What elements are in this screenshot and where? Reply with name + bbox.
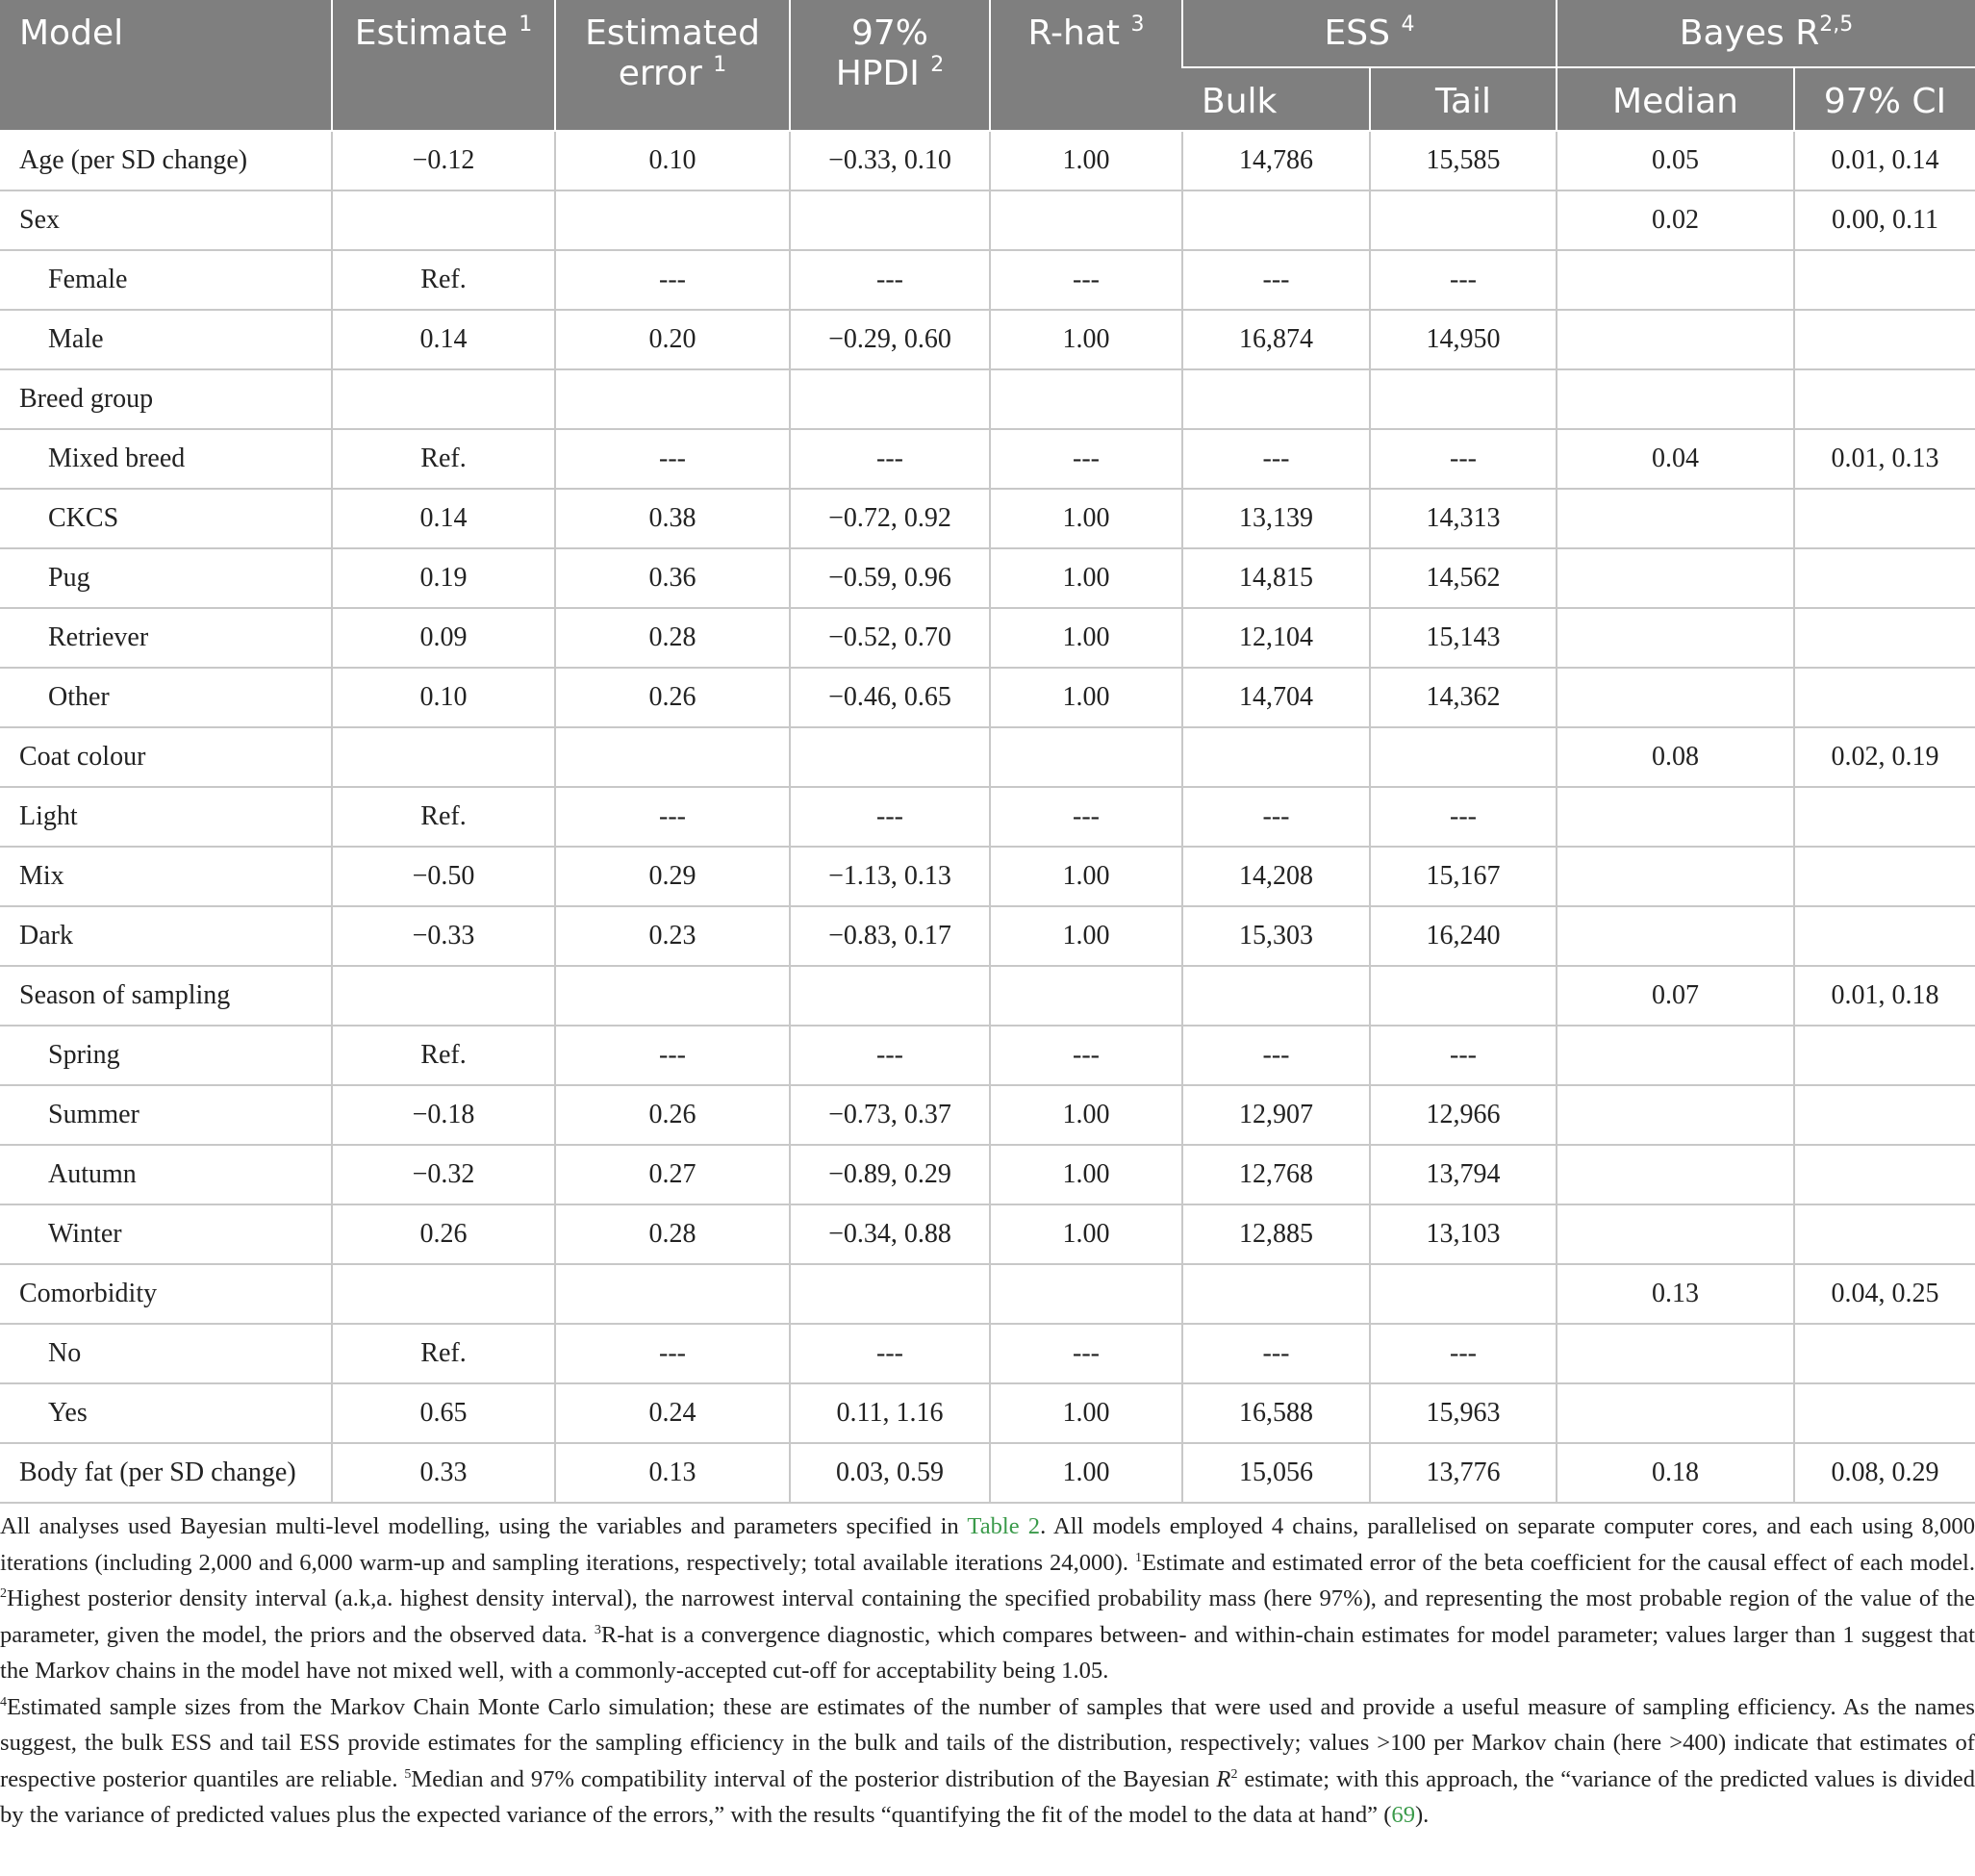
table-row <box>0 369 1975 429</box>
row-label: Coat colour <box>0 727 332 787</box>
cell-median <box>1557 1383 1794 1443</box>
cell-median <box>1557 608 1794 668</box>
cell-error: 0.26 <box>555 668 790 727</box>
cell-error <box>555 966 790 1026</box>
row-label: Other <box>0 668 332 727</box>
cell-error <box>555 1264 790 1324</box>
table-2-link[interactable]: Table 2 <box>967 1513 1041 1539</box>
cell-tail: 13,776 <box>1370 1443 1557 1503</box>
row-label: Mix <box>0 847 332 906</box>
cell-estimate <box>332 1264 555 1324</box>
cell-hpdi: −0.46, 0.65 <box>790 668 990 727</box>
cell-rhat: 1.00 <box>990 1145 1182 1204</box>
cell-error: --- <box>555 429 790 489</box>
cell-error: 0.26 <box>555 1085 790 1145</box>
cell-bulk: 14,704 <box>1182 668 1370 727</box>
cell-bulk: --- <box>1182 787 1370 847</box>
cell-median: 0.18 <box>1557 1443 1794 1503</box>
row-label: Male <box>0 310 332 369</box>
table-row <box>0 310 1975 369</box>
cell-estimate: Ref. <box>332 1026 555 1085</box>
cell-estimate: Ref. <box>332 1324 555 1383</box>
cell-hpdi <box>790 190 990 250</box>
row-label: Autumn <box>0 1145 332 1204</box>
cell-bulk <box>1182 966 1370 1026</box>
table-row <box>0 668 1975 727</box>
cell-median <box>1557 250 1794 310</box>
cell-error <box>555 190 790 250</box>
cell-hpdi: −0.59, 0.96 <box>790 548 990 608</box>
cell-ci <box>1794 787 1975 847</box>
cell-hpdi: --- <box>790 429 990 489</box>
cell-rhat: 1.00 <box>990 489 1182 548</box>
header-ci: 97% CI <box>1794 67 1975 131</box>
cell-ci <box>1794 489 1975 548</box>
cell-rhat: 1.00 <box>990 847 1182 906</box>
cell-error: 0.20 <box>555 310 790 369</box>
cell-ci: 0.02, 0.19 <box>1794 727 1975 787</box>
row-label: Pug <box>0 548 332 608</box>
cell-median <box>1557 1324 1794 1383</box>
cell-bulk <box>1182 190 1370 250</box>
table-row <box>0 489 1975 548</box>
cell-error: 0.28 <box>555 1204 790 1264</box>
table-row <box>0 1085 1975 1145</box>
cell-ci <box>1794 369 1975 429</box>
cell-ci: 0.01, 0.18 <box>1794 966 1975 1026</box>
cell-ci <box>1794 608 1975 668</box>
cell-bulk: 16,874 <box>1182 310 1370 369</box>
row-label: Dark <box>0 906 332 966</box>
cell-tail: 14,362 <box>1370 668 1557 727</box>
cell-tail <box>1370 190 1557 250</box>
table-row <box>0 906 1975 966</box>
row-label: Spring <box>0 1026 332 1085</box>
row-label: Breed group <box>0 369 332 429</box>
cell-tail: 14,313 <box>1370 489 1557 548</box>
cell-ci: 0.08, 0.29 <box>1794 1443 1975 1503</box>
cell-tail: --- <box>1370 1324 1557 1383</box>
cell-error: 0.13 <box>555 1443 790 1503</box>
row-label: Body fat (per SD change) <box>0 1443 332 1503</box>
cell-median: 0.08 <box>1557 727 1794 787</box>
cell-error <box>555 727 790 787</box>
cell-rhat: 1.00 <box>990 131 1182 190</box>
cell-bulk: --- <box>1182 1026 1370 1085</box>
cell-median <box>1557 906 1794 966</box>
cell-rhat: 1.00 <box>990 906 1182 966</box>
row-label: No <box>0 1324 332 1383</box>
cell-hpdi: --- <box>790 250 990 310</box>
cell-estimate: −0.33 <box>332 906 555 966</box>
cell-bulk: 15,056 <box>1182 1443 1370 1503</box>
table-row <box>0 608 1975 668</box>
row-label: Summer <box>0 1085 332 1145</box>
cell-rhat: --- <box>990 1026 1182 1085</box>
cell-hpdi: −0.33, 0.10 <box>790 131 990 190</box>
cell-tail: 16,240 <box>1370 906 1557 966</box>
cell-bulk: --- <box>1182 250 1370 310</box>
cell-bulk: 14,786 <box>1182 131 1370 190</box>
cell-tail: 14,562 <box>1370 548 1557 608</box>
cell-bulk: 12,768 <box>1182 1145 1370 1204</box>
cell-hpdi <box>790 727 990 787</box>
cell-bulk: 14,815 <box>1182 548 1370 608</box>
cell-rhat: 1.00 <box>990 1443 1182 1503</box>
table-row <box>0 1383 1975 1443</box>
cell-rhat: 1.00 <box>990 608 1182 668</box>
cell-ci <box>1794 668 1975 727</box>
cell-hpdi: −0.73, 0.37 <box>790 1085 990 1145</box>
cell-hpdi: −0.52, 0.70 <box>790 608 990 668</box>
cell-median <box>1557 1204 1794 1264</box>
cell-median: 0.04 <box>1557 429 1794 489</box>
cell-estimate <box>332 190 555 250</box>
cell-tail: 14,950 <box>1370 310 1557 369</box>
table-row <box>0 1204 1975 1264</box>
cell-median <box>1557 548 1794 608</box>
cell-estimate: 0.65 <box>332 1383 555 1443</box>
cell-hpdi: −0.72, 0.92 <box>790 489 990 548</box>
cell-ci <box>1794 1383 1975 1443</box>
cell-hpdi: 0.03, 0.59 <box>790 1443 990 1503</box>
cell-rhat <box>990 966 1182 1026</box>
header-ess: ESS $^4$ <box>1182 0 1557 67</box>
table-footnote: All analyses used Bayesian multi-level modelling, using the variables and parameters specified in Table 2. All models employed 4 chains, parallelised on separate computer cores, and each using 8,000 iterations (including 2,000 and 6,000 warm-up and sampling iterations, respectively; total available iterations 24,000). $^1$Estimate and estimated error of the beta coefficient for the causal effect of each model. $^2$Highest posterior density interval (a.k,a. highest density interval), the narrowest interval containing the specified probability mass (here 97%), and representing the most probable region of the value of the parameter, given the model, the priors and the observed data. $^3$R-hat is a convergence diagnostic, which compares between- and within-chain estimates for model parameter; values larger than 1 suggest that the Markov chains in the model have not mixed well, with a commonly-accepted cut-off for acceptability being 1.05. $^4$Estimated sample sizes from the Markov Chain Monte Carlo simulation; these are estimates of the number of samples that were used and provide a useful measure of sampling efficiency. As the names suggest, the bulk ESS and tail ESS provide estimates for the sampling efficiency in the bulk and tails of the distribution, respectively; values >100 per Markov chain (here >400) indicate that estimates of respective posterior quantiles are reliable. $^5$Median and 97% compatibility interval of the posterior distribution of the Bayesian $R^2$ estimate; with this approach, the “variance of the predicted values is divided by the variance of predicted values plus the expected variance of the errors,” with the results “quantifying the fit of the model to the data at hand” (69). <box>0 1513 1975 1828</box>
cell-rhat: 1.00 <box>990 668 1182 727</box>
cell-ci: 0.00, 0.11 <box>1794 190 1975 250</box>
cell-estimate <box>332 369 555 429</box>
cell-ci <box>1794 548 1975 608</box>
cell-ci <box>1794 250 1975 310</box>
cell-error: 0.28 <box>555 608 790 668</box>
cell-rhat: 1.00 <box>990 1204 1182 1264</box>
cell-rhat: --- <box>990 429 1182 489</box>
cell-error: --- <box>555 250 790 310</box>
cell-rhat: --- <box>990 1324 1182 1383</box>
cell-hpdi: −0.34, 0.88 <box>790 1204 990 1264</box>
cell-median <box>1557 1145 1794 1204</box>
cell-hpdi: −0.29, 0.60 <box>790 310 990 369</box>
cell-median <box>1557 1026 1794 1085</box>
cell-hpdi: −0.89, 0.29 <box>790 1145 990 1204</box>
cell-bulk <box>1182 369 1370 429</box>
cell-estimate: 0.19 <box>332 548 555 608</box>
cell-tail: --- <box>1370 250 1557 310</box>
header-estimated-error: Estimated error $^1$ <box>555 0 790 131</box>
cell-estimate: 0.09 <box>332 608 555 668</box>
header-bulk: Bulk <box>1182 67 1370 131</box>
cell-tail: --- <box>1370 1026 1557 1085</box>
cell-tail: 15,167 <box>1370 847 1557 906</box>
cell-hpdi: --- <box>790 1324 990 1383</box>
cell-median <box>1557 1085 1794 1145</box>
cell-bulk <box>1182 727 1370 787</box>
row-label: Winter <box>0 1204 332 1264</box>
cell-rhat: --- <box>990 250 1182 310</box>
cell-ci <box>1794 1085 1975 1145</box>
cell-hpdi <box>790 966 990 1026</box>
header-rhat: R-hat $^3$ <box>990 0 1182 131</box>
cell-rhat: 1.00 <box>990 310 1182 369</box>
table-row <box>0 190 1975 250</box>
cell-estimate: Ref. <box>332 250 555 310</box>
header-estimate: Estimate $^1$ <box>332 0 555 131</box>
cell-tail: 12,966 <box>1370 1085 1557 1145</box>
row-label: Mixed breed <box>0 429 332 489</box>
cell-estimate: 0.14 <box>332 310 555 369</box>
table-row <box>0 1324 1975 1383</box>
cell-median <box>1557 847 1794 906</box>
cell-rhat <box>990 369 1182 429</box>
cell-bulk: 14,208 <box>1182 847 1370 906</box>
cell-median <box>1557 489 1794 548</box>
row-label: Age (per SD change) <box>0 131 332 190</box>
cell-median: 0.07 <box>1557 966 1794 1026</box>
cell-bulk: 12,907 <box>1182 1085 1370 1145</box>
cell-estimate: −0.12 <box>332 131 555 190</box>
cell-ci <box>1794 1204 1975 1264</box>
cell-ci <box>1794 310 1975 369</box>
cell-ci <box>1794 906 1975 966</box>
cell-hpdi: −1.13, 0.13 <box>790 847 990 906</box>
cell-estimate: −0.32 <box>332 1145 555 1204</box>
row-label: Season of sampling <box>0 966 332 1026</box>
cell-tail: --- <box>1370 787 1557 847</box>
table-row <box>0 131 1975 190</box>
table-row <box>0 429 1975 489</box>
cell-ci <box>1794 1324 1975 1383</box>
table-row <box>0 1443 1975 1503</box>
cell-bulk: 12,104 <box>1182 608 1370 668</box>
header-tail: Tail <box>1370 67 1557 131</box>
cell-hpdi <box>790 369 990 429</box>
table-row <box>0 548 1975 608</box>
cell-error: 0.23 <box>555 906 790 966</box>
cell-error: --- <box>555 787 790 847</box>
table-row <box>0 1026 1975 1085</box>
cell-error <box>555 369 790 429</box>
cell-hpdi <box>790 1264 990 1324</box>
table-row <box>0 250 1975 310</box>
cell-estimate: 0.10 <box>332 668 555 727</box>
cell-tail <box>1370 966 1557 1026</box>
cell-rhat <box>990 1264 1182 1324</box>
header-bayes-r2: Bayes R$^{2,5}$ <box>1557 0 1975 67</box>
row-label: Yes <box>0 1383 332 1443</box>
cell-estimate: −0.18 <box>332 1085 555 1145</box>
cell-rhat: --- <box>990 787 1182 847</box>
cell-hpdi: --- <box>790 787 990 847</box>
cell-tail: 13,794 <box>1370 1145 1557 1204</box>
cell-hpdi: 0.11, 1.16 <box>790 1383 990 1443</box>
cell-error: 0.27 <box>555 1145 790 1204</box>
cell-error: 0.10 <box>555 131 790 190</box>
cell-hpdi: --- <box>790 1026 990 1085</box>
cell-median <box>1557 787 1794 847</box>
cell-ci: 0.01, 0.13 <box>1794 429 1975 489</box>
reference-69-link[interactable]: 69 <box>1391 1802 1415 1828</box>
cell-tail: 15,143 <box>1370 608 1557 668</box>
cell-rhat <box>990 727 1182 787</box>
table-row <box>0 847 1975 906</box>
cell-ci <box>1794 1026 1975 1085</box>
cell-median: 0.02 <box>1557 190 1794 250</box>
row-label: Comorbidity <box>0 1264 332 1324</box>
cell-bulk: 16,588 <box>1182 1383 1370 1443</box>
cell-bulk: 13,139 <box>1182 489 1370 548</box>
cell-median <box>1557 310 1794 369</box>
cell-bulk <box>1182 1264 1370 1324</box>
header-hpdi: 97% HPDI $^2$ <box>790 0 990 131</box>
cell-median: 0.13 <box>1557 1264 1794 1324</box>
cell-error: 0.36 <box>555 548 790 608</box>
cell-tail: 15,585 <box>1370 131 1557 190</box>
cell-tail <box>1370 1264 1557 1324</box>
cell-error: 0.24 <box>555 1383 790 1443</box>
row-label: Female <box>0 250 332 310</box>
row-label: Sex <box>0 190 332 250</box>
cell-tail <box>1370 727 1557 787</box>
cell-bulk: --- <box>1182 1324 1370 1383</box>
cell-median <box>1557 668 1794 727</box>
row-label: Light <box>0 787 332 847</box>
table-row <box>0 1264 1975 1324</box>
cell-estimate: Ref. <box>332 429 555 489</box>
cell-error: 0.29 <box>555 847 790 906</box>
row-label: CKCS <box>0 489 332 548</box>
cell-bulk: 15,303 <box>1182 906 1370 966</box>
cell-bulk: 12,885 <box>1182 1204 1370 1264</box>
cell-estimate: Ref. <box>332 787 555 847</box>
cell-error: --- <box>555 1324 790 1383</box>
cell-ci <box>1794 847 1975 906</box>
cell-ci <box>1794 1145 1975 1204</box>
cell-error: --- <box>555 1026 790 1085</box>
cell-tail: 15,963 <box>1370 1383 1557 1443</box>
cell-estimate: 0.33 <box>332 1443 555 1503</box>
cell-estimate: 0.14 <box>332 489 555 548</box>
table-row <box>0 787 1975 847</box>
table-row <box>0 966 1975 1026</box>
table-row <box>0 727 1975 787</box>
cell-tail: 13,103 <box>1370 1204 1557 1264</box>
cell-estimate: −0.50 <box>332 847 555 906</box>
header-model: Model <box>0 0 332 131</box>
cell-error: 0.38 <box>555 489 790 548</box>
cell-rhat <box>990 190 1182 250</box>
cell-estimate <box>332 727 555 787</box>
cell-estimate <box>332 966 555 1026</box>
cell-rhat: 1.00 <box>990 1383 1182 1443</box>
cell-bulk: --- <box>1182 429 1370 489</box>
cell-ci: 0.01, 0.14 <box>1794 131 1975 190</box>
header-median: Median <box>1557 67 1794 131</box>
cell-median <box>1557 369 1794 429</box>
cell-ci: 0.04, 0.25 <box>1794 1264 1975 1324</box>
cell-rhat: 1.00 <box>990 548 1182 608</box>
cell-rhat: 1.00 <box>990 1085 1182 1145</box>
cell-estimate: 0.26 <box>332 1204 555 1264</box>
row-label: Retriever <box>0 608 332 668</box>
table-row <box>0 1145 1975 1204</box>
cell-tail <box>1370 369 1557 429</box>
cell-hpdi: −0.83, 0.17 <box>790 906 990 966</box>
cell-median: 0.05 <box>1557 131 1794 190</box>
cell-tail: --- <box>1370 429 1557 489</box>
